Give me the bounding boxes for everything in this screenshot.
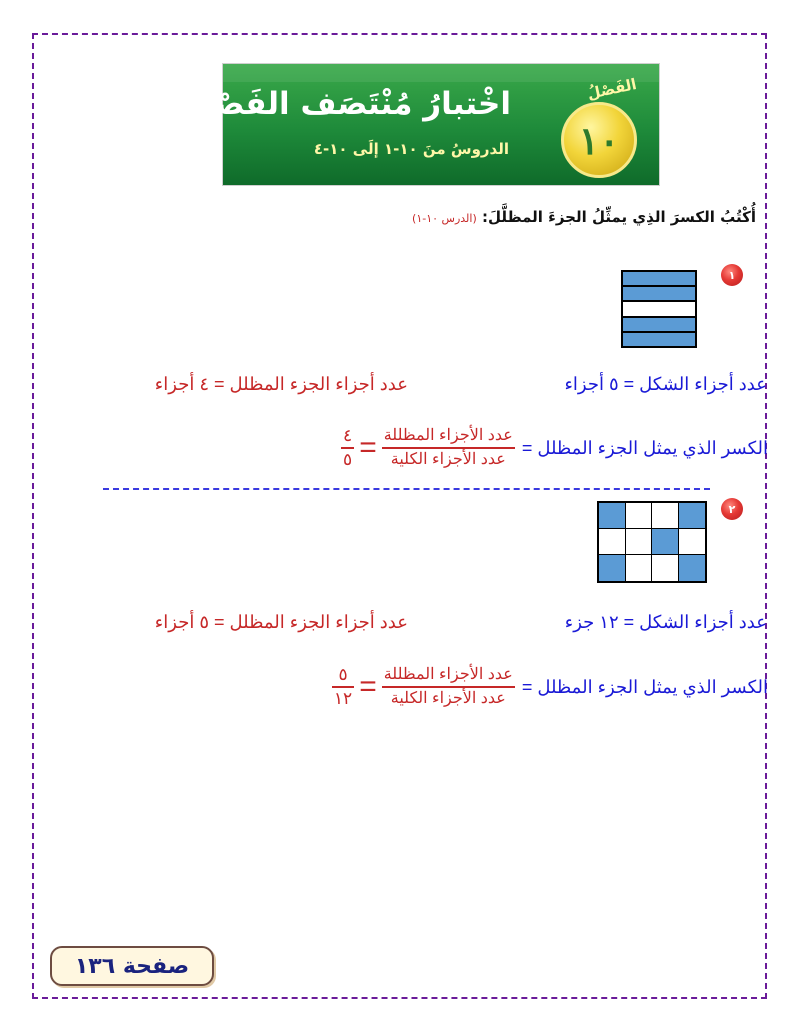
- fraction-lead-text: الكسر الذي يمثل الجزء المظلل =: [521, 676, 768, 697]
- page-number-label: صفحة ١٣٦: [74, 953, 190, 979]
- answer-fraction: [341, 425, 354, 471]
- question-1-figure: [621, 270, 697, 348]
- chapter-number-coin: [561, 102, 637, 178]
- words-fraction-denominator: عدد الأجزاء الكلية: [390, 451, 506, 468]
- question-2-shaded-parts: عدد أجزاء الجزء المظلل = ٥ أجزاء: [154, 612, 408, 632]
- answer-fraction: [332, 664, 354, 710]
- figure-cell: [652, 555, 679, 581]
- figure-cell: [652, 503, 679, 529]
- question-2-total-parts: عدد أجزاء الشكل = ١٢ جزء: [564, 612, 767, 632]
- figure-cell-shaded: [652, 529, 679, 555]
- banner-title: اخْتبارُ مُنْتَصَف الفَصْلِ: [186, 86, 511, 122]
- figure-row-unshaded: [623, 302, 695, 317]
- words-fraction-numerator: عدد الأجزاء المظللة: [383, 427, 513, 444]
- words-fraction: [382, 664, 515, 710]
- chapter-number: ١٠: [578, 117, 620, 163]
- equals-sign: =: [359, 431, 377, 464]
- banner-subtitle: الدروسُ منَ ١٠-١ إلَى ١٠-٤: [313, 140, 509, 158]
- words-fraction: [382, 425, 515, 471]
- equals-sign: =: [359, 670, 377, 703]
- chapter-word: الفَصْلُ: [585, 75, 639, 103]
- figure-row-shaded: [623, 318, 695, 333]
- answer-numerator: ٥: [338, 665, 348, 684]
- question-1-total-parts: عدد أجزاء الشكل = ٥ أجزاء: [564, 374, 767, 394]
- question-1-fraction-row: [338, 425, 768, 471]
- figure-row-shaded: [623, 333, 695, 346]
- answer-numerator: ٤: [343, 426, 353, 445]
- instruction: [412, 208, 756, 226]
- words-fraction-numerator: عدد الأجزاء المظللة: [383, 666, 513, 683]
- figure-cell-shaded: [679, 555, 706, 581]
- figure-row-shaded: [623, 272, 695, 287]
- question-2-fraction-row: [329, 664, 768, 710]
- figure-row-shaded: [623, 287, 695, 302]
- chapter-banner: [186, 64, 659, 185]
- question-2-badge: ٢: [721, 498, 743, 520]
- figure-cell: [626, 529, 653, 555]
- section-divider: [103, 488, 710, 490]
- answer-denominator: ٥: [343, 450, 353, 469]
- question-2-figure: [597, 501, 707, 583]
- figure-cell: [626, 555, 653, 581]
- question-1-badge: ١: [721, 264, 743, 286]
- answer-denominator: ١٢: [333, 689, 353, 708]
- question-1-shaded-parts: عدد أجزاء الجزء المظلل = ٤ أجزاء: [154, 374, 408, 394]
- figure-cell-shaded: [599, 503, 626, 529]
- figure-cell: [626, 503, 653, 529]
- figure-cell-shaded: [599, 555, 626, 581]
- lesson-reference: (الدرس ١٠-١): [412, 212, 477, 225]
- figure-cell-shaded: [679, 503, 706, 529]
- words-fraction-denominator: عدد الأجزاء الكلية: [390, 690, 506, 707]
- page-number-box: [50, 946, 214, 986]
- fraction-lead-text: الكسر الذي يمثل الجزء المظلل =: [521, 437, 768, 458]
- instruction-text: أُكْتُبُ الكسرَ الذِي يمثِّلُ الجزءَ المظلَّلَ:: [482, 208, 756, 226]
- banner-stripe: [223, 64, 659, 82]
- figure-cell: [599, 529, 626, 555]
- figure-cell: [679, 529, 706, 555]
